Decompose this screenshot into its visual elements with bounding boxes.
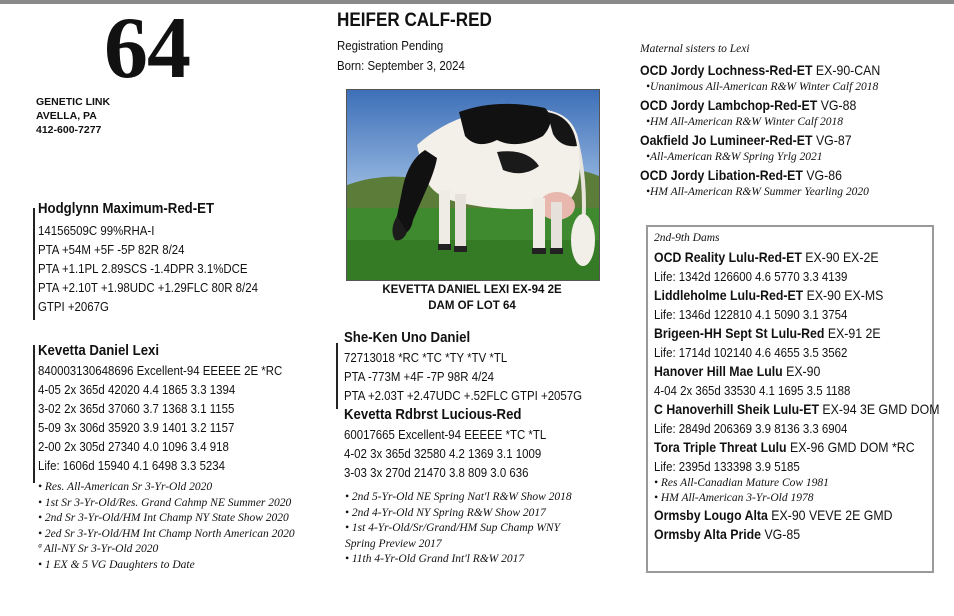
- sire-line: 14156509C 99%RHA-I: [38, 223, 155, 238]
- dam-honor: • 1 EX & 5 VG Daughters to Date: [38, 558, 195, 571]
- consignor-city: AVELLA, PA: [36, 110, 97, 122]
- second-dam-honor: Spring Preview 2017: [345, 537, 442, 550]
- dam-record: 2-00 2x 305d 27340 4.0 1096 3.4 918: [38, 439, 229, 454]
- consignor-phone: 412-600-7277: [36, 124, 102, 136]
- second-dam-record: 3-03 3x 270d 21470 3.8 809 3.0 636: [344, 465, 529, 480]
- dams-list: [654, 248, 954, 544]
- photo-caption: [346, 282, 598, 314]
- sister-note: •HM All-American R&W Winter Calf 2018: [646, 116, 844, 128]
- dam-honors: [38, 480, 295, 573]
- second-dam-line: 60017665 Excellent-94 EEEEE *TC *TL: [344, 427, 547, 442]
- sire-line: PTA +54M +5F -5P 82R 8/24: [38, 242, 185, 257]
- dam-honor: • Res. All-American Sr 3-Yr-Old 2020: [38, 481, 213, 493]
- ancestor-note: • HM All-American 3-Yr-Old 1978: [654, 492, 814, 504]
- ancestor-name: Ormsby Alta Pride VG-85: [654, 526, 801, 542]
- dam-record: 3-02 2x 365d 37060 3.7 1368 3.1 1155: [38, 401, 235, 416]
- second-dam-honor: • 2nd 4-Yr-Old NY Spring R&W Show 2017: [345, 506, 546, 519]
- sire-line: PTA +2.10T +1.98UDC +1.29FLC 80R 8/24: [38, 280, 258, 295]
- sister-note: •All-American R&W Spring Yrlg 2021: [646, 151, 823, 163]
- dam-sire-line: 72713018 *RC *TC *TY *TV *TL: [344, 350, 508, 365]
- registration-status: Registration Pending: [337, 38, 444, 53]
- sister-name: OCD Jordy Lambchop-Red-ET VG-88: [640, 97, 857, 113]
- ancestor-name: Tora Triple Threat Lulu EX-96 GMD DOM *RC: [654, 439, 915, 455]
- maternal-sisters-list: [640, 61, 913, 201]
- ancestor-record: 4-04 2x 365d 33530 4.1 1695 3.5 1188: [654, 383, 851, 398]
- dam-block: [38, 341, 316, 475]
- dam-divider: [33, 345, 35, 483]
- dam-honor: • 1st Sr 3-Yr-Old/Res. Grand Cahmp NE Summer 2020: [38, 496, 292, 509]
- ancestor-name: Liddleholme Lulu-Red-ET EX-90 EX-MS: [654, 287, 884, 303]
- ancestor-note: • Res All-Canadian Mature Cow 1981: [654, 477, 829, 489]
- dam-line: 840003130648696 Excellent-94 EEEEE 2E *RC: [38, 363, 283, 378]
- lot-number: 64: [104, 0, 190, 97]
- dam-sire-divider: [336, 343, 338, 409]
- sire-line: PTA +1.1PL 2.89SCS -1.4DPR 3.1%DCE: [38, 261, 248, 276]
- dam-name: Kevetta Daniel Lexi: [38, 342, 160, 359]
- second-dam-honor: • 2nd 5-Yr-Old NE Spring Nat'l R&W Show 2018: [345, 491, 572, 503]
- ancestor-name: Ormsby Lougo Alta EX-90 VEVE 2E GMD: [654, 507, 893, 523]
- sister-note: •HM All-American R&W Summer Yearling 2020: [646, 186, 869, 198]
- second-dam-name: Kevetta Rdbrst Lucious-Red: [344, 406, 522, 423]
- sire-line: GTPI +2067G: [38, 299, 109, 314]
- dam-record: 4-05 2x 365d 42020 4.4 1865 3.3 1394: [38, 382, 236, 397]
- cow-photo: [346, 89, 600, 281]
- dam-sire-block: [344, 328, 615, 482]
- sire-name: Hodglynn Maximum-Red-ET: [38, 200, 215, 217]
- birth-date: Born: September 3, 2024: [337, 58, 465, 73]
- second-dam-record: 4-02 3x 365d 32580 4.2 1369 3.1 1009: [344, 446, 542, 461]
- ancestor-record: Life: 1346d 122810 4.1 5090 3.1 3754: [654, 307, 848, 322]
- ancestor-name: C Hanoverhill Sheik Lulu-ET EX-94 3E GMD DOM: [654, 401, 940, 417]
- second-dam-honor: • 11th 4-Yr-Old Grand Int'l R&W 2017: [345, 553, 525, 565]
- dam-sire-line: PTA +2.03T +2.47UDC +.52FLC GTPI +2057G: [344, 388, 583, 403]
- lot-title: HEIFER CALF-RED: [337, 10, 492, 31]
- dam-sire-name: She-Ken Uno Daniel: [344, 329, 471, 346]
- dam-sire-line: PTA -773M +4F -7P 98R 4/24: [344, 369, 494, 384]
- dam-record: 5-09 3x 306d 35920 3.9 1401 3.2 1157: [38, 420, 235, 435]
- maternal-sisters-heading: Maternal sisters to Lexi: [640, 43, 750, 55]
- sister-name: OCD Jordy Libation-Red-ET VG-86: [640, 167, 842, 183]
- second-dam-honors: [345, 490, 572, 568]
- sire-block: [38, 199, 288, 316]
- dam-honor: ª All-NY Sr 3-Yr-Old 2020: [38, 543, 159, 555]
- sister-name: OCD Jordy Lochness-Red-ET EX-90-CAN: [640, 62, 881, 78]
- ancestor-record: Life: 1714d 102140 4.6 4655 3.5 3562: [654, 345, 848, 360]
- sister-name: Oakfield Jo Lumineer-Red-ET VG-87: [640, 132, 852, 148]
- photo-caption-relation: DAM OF LOT 64: [428, 300, 516, 312]
- photo-caption-name: KEVETTA DANIEL LEXI EX-94 2E: [382, 284, 562, 296]
- dam-record: Life: 1606d 15940 4.1 6498 3.3 5234: [38, 458, 226, 473]
- dams-heading: 2nd-9th Dams: [654, 232, 720, 244]
- sister-note: •Unanimous All-American R&W Winter Calf 2018: [646, 81, 879, 93]
- ancestor-name: Brigeen-HH Sept St Lulu-Red EX-91 2E: [654, 325, 881, 341]
- ancestor-record: Life: 2849d 206369 3.9 8136 3.3 6904: [654, 421, 848, 436]
- dam-honor: • 2nd Sr 3-Yr-Old/HM Int Champ NY State Show 2020: [38, 512, 289, 524]
- sire-divider: [33, 208, 35, 320]
- ancestor-record: Life: 2395d 133398 3.9 5185: [654, 459, 800, 474]
- ancestor-name: OCD Reality Lulu-Red-ET EX-90 EX-2E: [654, 249, 879, 265]
- dam-honor: • 2ed Sr 3-Yr-Old/HM Int Champ North American 2020: [38, 527, 295, 540]
- ancestor-name: Hanover Hill Mae Lulu EX-90: [654, 363, 821, 379]
- consignor-block: [36, 95, 110, 137]
- ancestor-record: Life: 1342d 126600 4.6 5770 3.3 4139: [654, 269, 848, 284]
- second-dam-honor: • 1st 4-Yr-Old/Sr/Grand/HM Sup Champ WNY: [345, 522, 560, 534]
- consignor-name: GENETIC LINK: [36, 96, 111, 108]
